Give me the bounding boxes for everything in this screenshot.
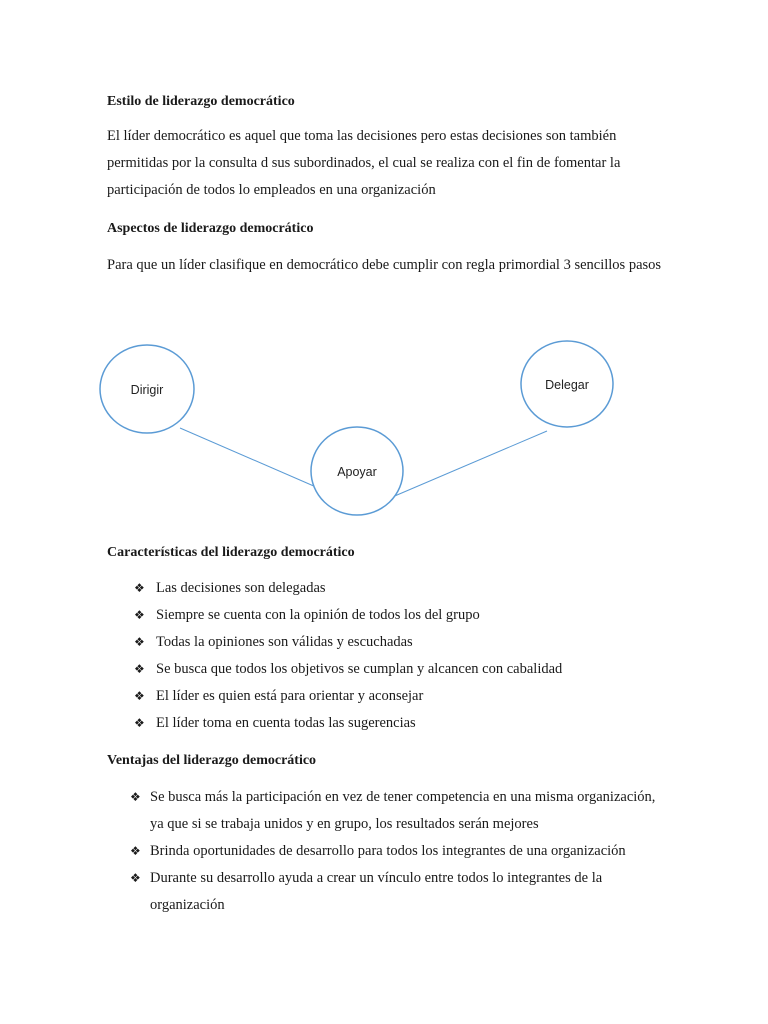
list-item-text: El líder toma en cuenta todas las sugerencias [156,715,416,731]
characteristics-list [134,575,562,737]
list-item-text: Se busca que todos los objetivos se cumplan y alcancen con cabalidad [156,661,563,677]
list-item-text: Las decisiones son delegadas [156,580,326,596]
list-item [130,865,660,919]
diamond-bullet-icon: ❖ [134,635,145,649]
diamond-bullet-icon: ❖ [130,844,141,858]
advantages-list [130,784,660,919]
list-item-text: Se busca más la participación en vez de tener competencia en una misma organización, ya que si se trabaja unidos y en grupo, los resultados serán mejores [150,789,656,832]
node-delegar [521,341,613,427]
list-item [134,656,562,683]
section-title-caracteristicas: Características del liderazgo democrático [107,545,355,560]
section-title-aspectos: Aspectos de liderazgo democrático [107,221,314,236]
diamond-bullet-icon: ❖ [130,871,141,885]
paragraph-estilo: El líder democrático es aquel que toma las decisiones pero estas decisiones son también permitidas por la consulta d sus subordinados, el cual se realiza con el fin de fomentar la participación de todos lo empleados en una organización [107,128,621,198]
node-delegar-label: Delegar [545,378,589,392]
list-item [130,784,660,838]
list-item-text: Brinda oportunidades de desarrollo para todos los integrantes de una organización [150,843,626,859]
node-apoyar-label: Apoyar [337,465,377,479]
list-item-text: El líder es quien está para orientar y aconsejar [156,688,424,704]
diamond-bullet-icon: ❖ [134,581,145,595]
diamond-bullet-icon: ❖ [134,608,145,622]
connector-dirigir-apoyar [180,428,316,487]
list-item [134,629,562,656]
list-item [134,602,562,629]
list-item-text: Siempre se cuenta con la opinión de todos los del grupo [156,607,480,623]
leadership-steps-diagram [0,330,768,525]
node-dirigir-label: Dirigir [130,383,164,397]
diamond-bullet-icon: ❖ [134,689,145,703]
list-item [134,710,562,737]
section-title-estilo: Estilo de liderazgo democrático [107,94,295,109]
list-item-text: Durante su desarrollo ayuda a crear un vínculo entre todos lo integrantes de la organización [150,870,603,913]
paragraph-aspectos: Para que un líder clasifique en democrático debe cumplir con regla primordial 3 sencillos pasos [107,257,662,273]
section-title-ventajas: Ventajas del liderazgo democrático [107,753,317,768]
list-item [134,683,562,710]
list-item-text: Todas la opiniones son válidas y escuchadas [156,634,413,650]
node-apoyar [311,427,403,515]
connector-apoyar-delegar [390,431,547,498]
diamond-bullet-icon: ❖ [134,716,145,730]
diamond-bullet-icon: ❖ [130,790,141,804]
list-item [134,575,562,602]
node-dirigir [100,345,194,433]
list-item [130,838,660,865]
diamond-bullet-icon: ❖ [134,662,145,676]
